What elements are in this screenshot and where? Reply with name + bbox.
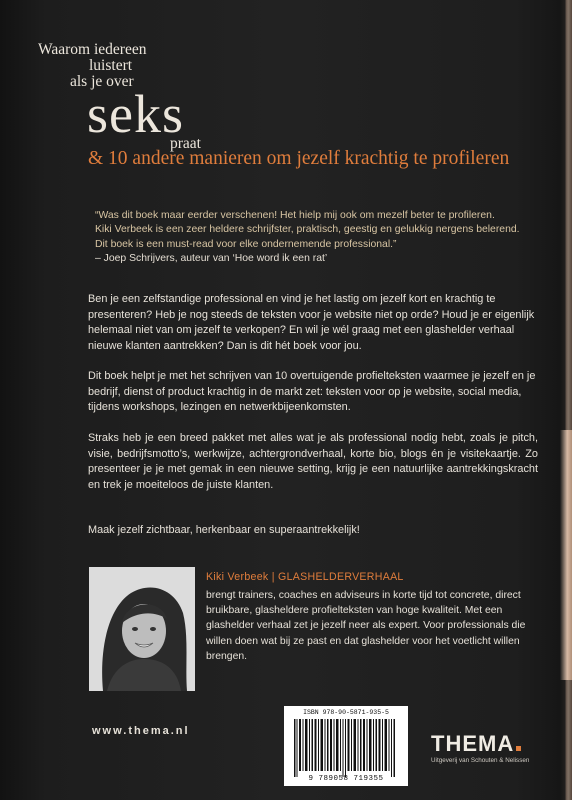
author-bio: brengt trainers, coaches en adviseurs in korte tijd tot concrete, direct bruikbare, glasheldere profielteksten van hoge kwaliteit. Met een glashelder verhaal zet je jezelf neer als expert. Voor professionals die willen doen wat bij ze past en dat glashelder voor het voetlicht willen brengen. (206, 590, 526, 662)
title-line-4: praat (170, 135, 201, 152)
author-portrait-icon (89, 567, 195, 691)
publisher-logo (431, 731, 521, 757)
author-name: Kiki Verbeek | GLASHELDERVERHAAL (206, 571, 404, 583)
quote-attribution: – Joep Schrijvers, auteur van ‘Hoe word ik een rat’ (95, 252, 328, 264)
barcode-bars-icon (284, 706, 408, 786)
author-photo (89, 567, 195, 691)
book-subtitle: & 10 andere manieren om jezelf krachtig te profileren (88, 148, 510, 169)
cover-edge (560, 0, 572, 800)
cover-edge-mark (560, 430, 572, 680)
barcode-number: 9 789058 719355 (308, 775, 384, 783)
blurb-paragraph-2: Dit boek helpt je met het schrijven van 10 overtuigende profielteksten waarmee je jezelf en je bedrijf, dienst of product krachtig in de markt zet: teksten voor op je website, social media, tijdens workshops, lezingen en netwerkbijeenkomsten. (88, 370, 536, 414)
blurb-paragraph-3: Straks heb je een breed pakket met alles wat je als professional nodig hebt, zoals je pitch, visie, bedrijfsmotto’s, werkwijze, achtergrondverhaal, korte bio, blogs én je visitekaartje. Zo presenteer je je met gemak in een nieuwe setting, krijg je een natuurlijke aantrekkingskracht en trek je moeiteloos de juiste klanten. (88, 432, 538, 491)
quote-line-1: “Was dit boek maar eerder verschenen! Het hielp mij ook om mezelf beter te profileren. (95, 210, 495, 221)
endorsement-quote (95, 209, 535, 266)
publisher-name: Uitgeverij van Schouten & Nelissen (431, 757, 530, 764)
blurb-paragraph-4: Maak jezelf zichtbaar, herkenbaar en superaantrekkelijk! (88, 524, 360, 536)
quote-line-3: Dit boek is een must-read voor elke ondernemende professional.” (95, 238, 397, 250)
blurb-paragraph-1: Ben je een zelfstandige professional en vind je het lastig om jezelf kort en krachtig te presenteren? Heb je nog steeds de teksten voor je website niet op orde? Houd je er eigenlijk helemaal niet van om jezelf te verkopen? En wil je wél graag met een glashelder verhaal nieuwe klanten aantrekken? Dan is dit hét boek voor jou. (88, 293, 535, 352)
isbn-barcode (284, 706, 408, 786)
publisher-logo-text: THEMA (431, 731, 515, 756)
quote-line-2: Kiki Verbeek is een zeer heldere schrijfster, praktisch, geestig en gelukkig nergens belerend. (95, 224, 520, 236)
title-big-word: seks (87, 84, 184, 144)
isbn-text: ISBN 978-90-5871-935-5 (303, 709, 389, 716)
logo-dot-icon (516, 746, 521, 751)
title-line-3: als je over (70, 73, 134, 90)
website-url: www.thema.nl (92, 725, 190, 737)
title-line-2: luistert (89, 57, 133, 74)
title-line-1: Waarom iedereen (38, 41, 147, 58)
